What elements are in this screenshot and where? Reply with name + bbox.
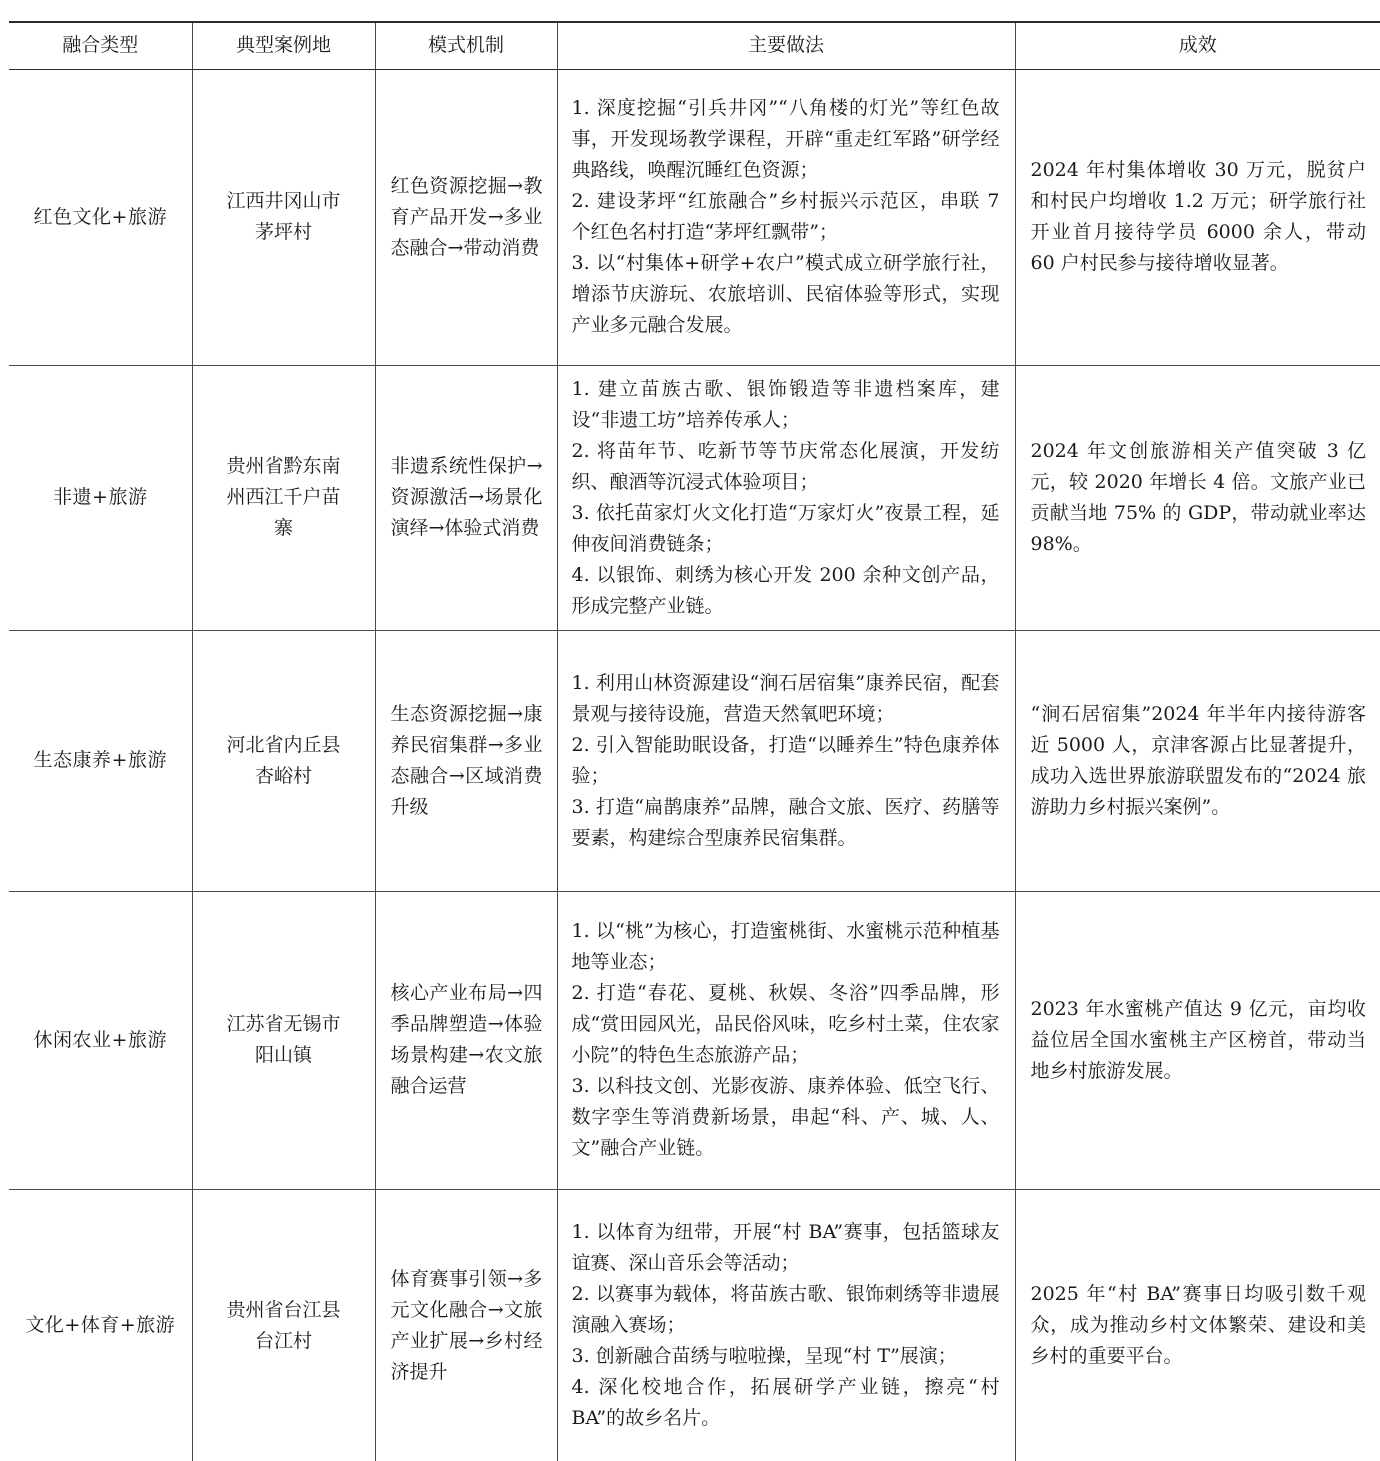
table-row: [9, 365, 1380, 630]
effects-text: 2024 年村集体增收 30 万元，脱贫户和村民户均增收 1.2 万元；研学旅行社开业首月接待学员 6000 余人，带动 60 户村民参与接待增收显著。: [1030, 159, 1366, 274]
cell-case-location: [192, 891, 375, 1189]
cell-main-practices: [557, 69, 1015, 365]
cell-main-practices: [557, 365, 1015, 630]
cell-fusion-type: 生态康养+旅游: [9, 630, 192, 891]
header-case-location: 典型案例地: [192, 22, 375, 69]
header-main-practices: 主要做法: [557, 22, 1015, 69]
mode-mechanism-text: 红色资源挖掘→教育产品开发→多业态融合→带动消费: [390, 174, 543, 259]
table-row: [9, 69, 1380, 365]
cell-effects: [1015, 1189, 1380, 1461]
main-practices-text: 1. 深度挖掘“引兵井冈”“八角楼的灯光”等红色故事，开发现场教学课程，开辟“重走红军路”研学经典路线，唤醒沉睡红色资源； 2. 建设茅坪“红旅融合”乡村振兴示范区，串联 7 个红色名村打造“茅坪红飘带”； 3. 以“村集体+研学+农户”模式成立研学旅行社，增添节庆游玩、农旅培训、民宿体验等形式，实现产业多元融合发展。: [571, 97, 1000, 336]
cell-mode-mechanism: [375, 891, 557, 1189]
table-row: [9, 1189, 1380, 1461]
effects-text: 2024 年文创旅游相关产值突破 3 亿元，较 2020 年增长 4 倍。文旅产业已贡献当地 75% 的 GDP，带动就业率达 98%。: [1030, 439, 1366, 555]
cell-case-location: [192, 1189, 375, 1461]
case-location-text: 江苏省无锡市阳山镇: [226, 1013, 341, 1066]
case-location-text: 江西井冈山市茅坪村: [226, 190, 341, 243]
mode-mechanism-text: 核心产业布局→四季品牌塑造→体验场景构建→农文旅融合运营: [390, 982, 543, 1097]
cell-mode-mechanism: [375, 630, 557, 891]
cell-fusion-type: 休闲农业+旅游: [9, 891, 192, 1189]
table-header-row: [9, 22, 1380, 69]
cell-case-location: [192, 630, 375, 891]
header-effects: 成效: [1015, 22, 1380, 69]
header-mode-mechanism: 模式机制: [375, 22, 557, 69]
cell-fusion-type: 红色文化+旅游: [9, 69, 192, 365]
mode-mechanism-text: 非遗系统性保护→资源激活→场景化演绎→体验式消费: [390, 455, 543, 539]
cell-case-location: [192, 365, 375, 630]
mode-mechanism-text: 体育赛事引领→多元文化融合→文旅产业扩展→乡村经济提升: [390, 1267, 543, 1383]
case-location-text: 河北省内丘县杏峪村: [226, 733, 341, 787]
fusion-cases-table: [9, 21, 1380, 1461]
main-practices-text: 1. 以“桃”为核心，打造蜜桃街、水蜜桃示范种植基地等业态； 2. 打造“春花、夏桃、秋娱、冬浴”四季品牌，形成“赏田园风光，品民俗风味，吃乡村土菜，住农家小院”的特色生态旅游产品； 3. 以科技文创、光影夜游、康养体验、低空飞行、数字孪生等消费新场景，串起“科、产、城、人、文”融合产业链。: [571, 920, 1000, 1159]
main-practices-text: 1. 建立苗族古歌、银饰锻造等非遗档案库，建设“非遗工坊”培养传承人； 2. 将苗年节、吃新节等节庆常态化展演，开发纺织、酿酒等沉浸式体验项目； 3. 依托苗家灯火文化打造“万家灯火”夜景工程，延伸夜间消费链条； 4. 以银饰、刺绣为核心开发 200 余种文创产品，形成完整产业链。: [571, 377, 1000, 617]
mode-mechanism-text: 生态资源挖掘→康养民宿集群→多业态融合→区域消费升级: [390, 702, 543, 818]
cell-mode-mechanism: [375, 1189, 557, 1461]
effects-text: “涧石居宿集”2024 年半年内接待游客近 5000 人，京津客源占比显著提升，成功入选世界旅游联盟发布的“2024 旅游助力乡村振兴案例”。: [1030, 702, 1366, 818]
main-practices-text: 1. 利用山林资源建设“涧石居宿集”康养民宿，配套景观与接待设施，营造天然氧吧环境； 2. 引入智能助眠设备，打造“以睡养生”特色康养体验； 3. 打造“扁鹊康养”品牌，融合文旅、医疗、药膳等要素，构建综合型康养民宿集群。: [571, 671, 1000, 849]
table-row: [9, 891, 1380, 1189]
cell-main-practices: [557, 630, 1015, 891]
table-row: [9, 630, 1380, 891]
cell-fusion-type: 非遗+旅游: [9, 365, 192, 630]
effects-text: 2023 年水蜜桃产值达 9 亿元，亩均收益位居全国水蜜桃主产区榜首，带动当地乡村旅游发展。: [1030, 997, 1366, 1082]
cell-case-location: [192, 69, 375, 365]
header-fusion-type: 融合类型: [9, 22, 192, 69]
cell-main-practices: [557, 891, 1015, 1189]
cell-effects: [1015, 630, 1380, 891]
cell-effects: [1015, 69, 1380, 365]
main-practices-text: 1. 以体育为纽带，开展“村 BA”赛事，包括篮球友谊赛、深山音乐会等活动； 2. 以赛事为载体，将苗族古歌、银饰刺绣等非遗展演融入赛场； 3. 创新融合苗绣与啦啦操，呈现“村 T”展演； 4. 深化校地合作，拓展研学产业链，擦亮“村 BA”的故乡名片。: [571, 1221, 1000, 1430]
cell-main-practices: [557, 1189, 1015, 1461]
cell-mode-mechanism: [375, 69, 557, 365]
cell-effects: [1015, 365, 1380, 630]
case-location-text: 贵州省黔东南州西江千户苗寨: [226, 455, 341, 539]
cell-fusion-type: 文化+体育+旅游: [9, 1189, 192, 1461]
cell-effects: [1015, 891, 1380, 1189]
cell-mode-mechanism: [375, 365, 557, 630]
effects-text: 2025 年“村 BA”赛事日均吸引数千观众，成为推动乡村文体繁荣、建设和美乡村的重要平台。: [1030, 1283, 1366, 1368]
case-location-text: 贵州省台江县台江村: [226, 1298, 341, 1352]
